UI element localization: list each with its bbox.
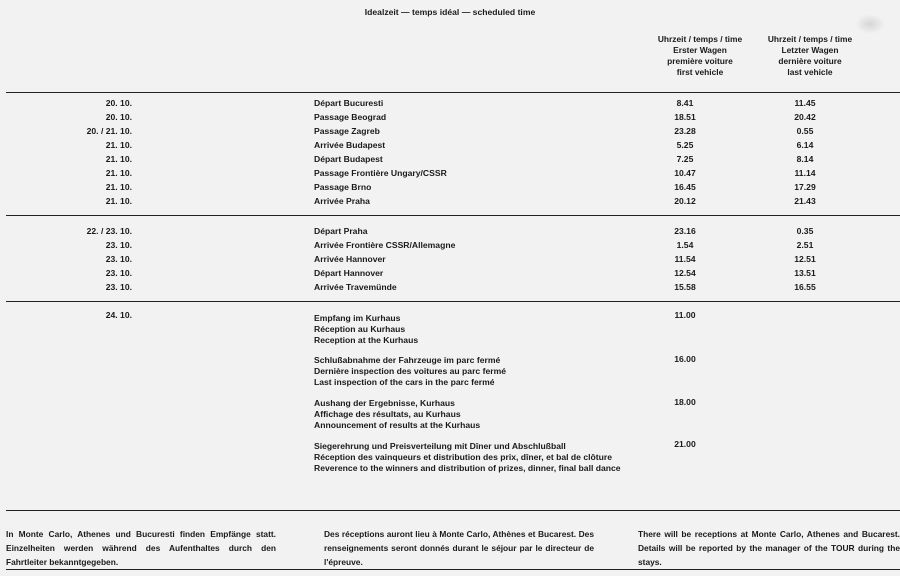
footer-german: In Monte Carlo, Athenes und Bucuresti finden Empfänge statt. Einzelheiten werden während des Aufenthaltes durch den Fahrtleiter bekanntgegeben.: [6, 529, 276, 567]
row-event: Passage Frontière Ungary/CSSR: [314, 168, 447, 178]
row-last-time: 11.14: [794, 168, 816, 178]
row-last-time: 12.51: [794, 254, 816, 264]
row-first-time: 5.25: [676, 140, 694, 150]
divider: [6, 92, 900, 93]
event-line: Réception des vainqueurs et distribution des prix, dîner, et bal de clôture: [314, 452, 612, 463]
row-last-time: 0.55: [796, 126, 814, 136]
row-last-time: 13.51: [794, 268, 816, 278]
event-line: Réception au Kurhaus: [314, 324, 406, 335]
divider: [6, 215, 900, 216]
row-date: 22. / 23. 10.: [86, 226, 132, 236]
table-row: [0, 139, 900, 151]
column-header-line: première voiture: [667, 56, 733, 66]
row-date: 23. 10.: [105, 254, 132, 264]
row-first-time: 12.54: [674, 268, 696, 278]
row-event: Arrivée Travemünde: [314, 282, 397, 292]
column-header-line: Uhrzeit / temps / time: [767, 34, 853, 44]
event-line: Last inspection of the cars in the parc fermé: [314, 377, 495, 388]
row-first-time: 1.54: [676, 240, 694, 250]
row-date: 24. 10.: [105, 310, 132, 320]
divider: [6, 510, 900, 511]
table-row: [0, 239, 900, 251]
row-first-time: 23.28: [674, 126, 696, 136]
event-line: Announcement of results at the Kurhaus: [314, 420, 481, 431]
event-block: [314, 441, 634, 475]
row-date: 21. 10.: [105, 168, 132, 178]
table-row: [0, 167, 900, 179]
event-line: Affichage des résultats, au Kurhaus: [314, 409, 461, 420]
event-time: 21.00: [674, 439, 696, 449]
row-first-time: 15.58: [674, 282, 696, 292]
row-first-time: 20.12: [674, 196, 696, 206]
row-date: 21. 10.: [105, 182, 132, 192]
column-header-line: last vehicle: [787, 67, 833, 77]
event-time: 18.00: [674, 397, 696, 407]
event-block: [314, 313, 634, 347]
row-first-time: 8.41: [676, 98, 694, 108]
event-line: Reverence to the winners and distribution of prizes, dinner, final ball dance: [314, 463, 621, 474]
column-header-line: first vehicle: [676, 67, 724, 77]
row-event: Passage Zagreb: [314, 126, 380, 136]
row-date: 20. 10.: [105, 98, 132, 108]
row-last-time: 2.51: [796, 240, 814, 250]
row-last-time: 20.42: [794, 112, 816, 122]
page-title: Idealzeit — temps idéal — scheduled time: [364, 7, 536, 17]
row-event: Départ Hannover: [314, 268, 384, 278]
row-last-time: 8.14: [796, 154, 814, 164]
row-event: Arrivée Frontière CSSR/Allemagne: [314, 240, 456, 250]
row-last-time: 6.14: [796, 140, 814, 150]
row-first-time: 18.51: [674, 112, 696, 122]
row-last-time: 0.35: [796, 226, 814, 236]
row-event: Arrivée Budapest: [314, 140, 386, 150]
row-date: 23. 10.: [105, 282, 132, 292]
event-time: 16.00: [674, 354, 696, 364]
table-row: [0, 111, 900, 123]
table-row: [0, 125, 900, 137]
column-header-line: dernière voiture: [778, 56, 842, 66]
row-event: Passage Brno: [314, 182, 372, 192]
divider: [6, 569, 900, 570]
row-last-time: 16.55: [794, 282, 816, 292]
row-event: Passage Beograd: [314, 112, 387, 122]
table-row: [0, 97, 900, 109]
paper-smudge: [855, 14, 885, 34]
row-last-time: 11.45: [794, 98, 816, 108]
row-event: Arrivée Praha: [314, 196, 370, 206]
row-event: Arrivée Hannover: [314, 254, 386, 264]
row-event: Départ Budapest: [314, 154, 383, 164]
row-event: Départ Bucuresti: [314, 98, 384, 108]
footer-english: There will be receptions at Monte Carlo, Athenes and Bucarest. Details will be reported by the manager of the TOUR during the stays.: [638, 529, 900, 567]
event-time: 11.00: [674, 310, 696, 320]
event-line: Reception at the Kurhaus: [314, 335, 419, 346]
table-row: [0, 281, 900, 293]
row-first-time: 7.25: [676, 154, 694, 164]
event-line: Empfang im Kurhaus: [314, 313, 401, 323]
row-date: 20. 10.: [105, 112, 132, 122]
row-first-time: 10.47: [674, 168, 696, 178]
event-block: [314, 398, 634, 432]
column-header-last-vehicle: [735, 34, 885, 78]
row-date: 21. 10.: [105, 154, 132, 164]
row-first-time: 16.45: [674, 182, 696, 192]
row-date: 21. 10.: [105, 140, 132, 150]
row-date: 20. / 21. 10.: [86, 126, 132, 136]
footer-french: Des réceptions auront lieu à Monte Carlo, Athènes et Bucarest. Des renseignements seront donnés durant le séjour par le directeur de l'épreuve.: [324, 529, 594, 567]
divider: [6, 301, 900, 302]
row-date: 23. 10.: [105, 268, 132, 278]
event-line: Schlußabnahme der Fahrzeuge im parc fermé: [314, 355, 501, 365]
row-last-time: 21.43: [794, 196, 816, 206]
table-row: [0, 153, 900, 165]
row-first-time: 23.16: [674, 226, 696, 236]
row-event: Départ Praha: [314, 226, 368, 236]
event-line: Aushang der Ergebnisse, Kurhaus: [314, 398, 455, 408]
table-row: [0, 253, 900, 265]
table-row: [0, 225, 900, 237]
event-line: Siegerehrung und Preisverteilung mit Dîner und Abschlußball: [314, 441, 566, 451]
event-line: Dernière inspection des voitures au parc fermé: [314, 366, 506, 377]
row-date: 23. 10.: [105, 240, 132, 250]
table-row: [0, 267, 900, 279]
row-date: 21. 10.: [105, 196, 132, 206]
row-last-time: 17.29: [794, 182, 816, 192]
table-row: [0, 181, 900, 193]
column-header-line: Letzter Wagen: [781, 45, 839, 55]
row-first-time: 11.54: [674, 254, 696, 264]
table-row: [0, 195, 900, 207]
column-header-line: Erster Wagen: [673, 45, 727, 55]
event-block: [314, 355, 634, 389]
column-header-line: Uhrzeit / temps / time: [657, 34, 743, 44]
